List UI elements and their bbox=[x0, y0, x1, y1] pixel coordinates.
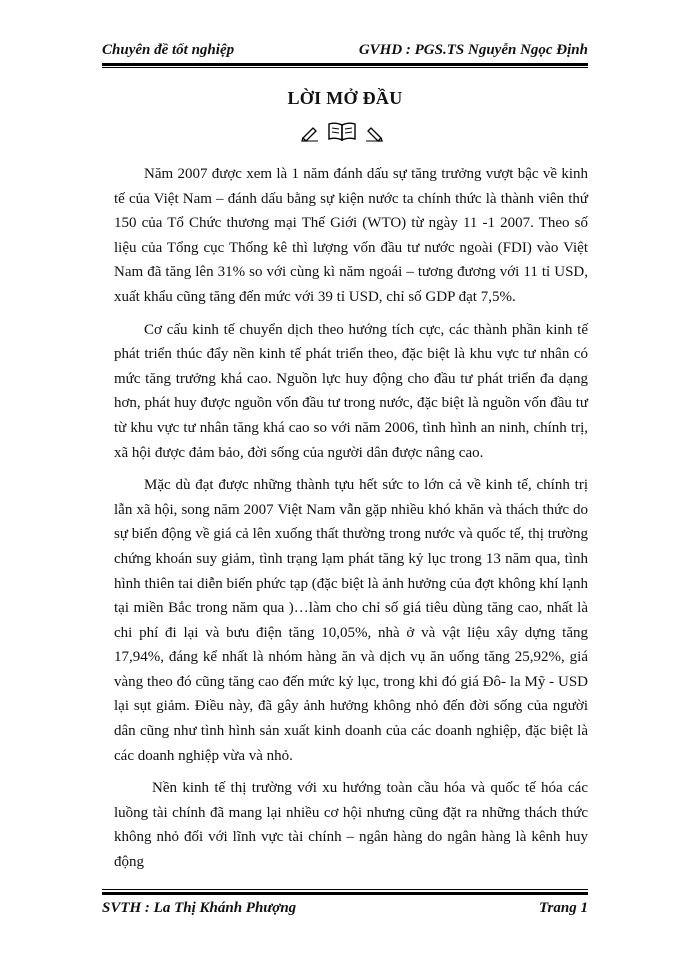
paragraph-3: Mặc dù đạt được những thành tựu hết sức to lớn cả về kinh tế, chính trị lẫn xã hội, song năm 2007 Việt Nam vẫn gặp nhiều khó khăn và thách thức do sự biến động về giá cả lên xuống thất thường trong nước và quốc tế, thị trường chứng khoán suy giảm, tình trạng lạm phát tăng kỷ lục trong 13 năm qua, tình hình thiên tai diễn biến phức tạp (đặc biệt là ảnh hưởng của đợt không khí lạnh tại miền Bắc trong năm qua )…làm cho chỉ số giá tiêu dùng tăng cao, nhất là chi phí đi lại và bưu điện tăng 10,05%, nhà ở và vật liệu xây dựng tăng 17,94%, đáng kể nhất là nhóm hàng ăn và dịch vụ ăn uống tăng 25,92%, giá vàng theo đó cũng tăng cao đến mức kỷ lục, trong khi đó giá Đô- la Mỹ - USD lại sụt giảm. Điều này, đã gây ảnh hưởng không nhỏ đến đời sống của người dân cũng như tình hình sản xuất kinh doanh của các doanh nghiệp, đặc biệt là các doanh nghiệp vừa và nhỏ. bbox=[114, 477, 588, 764]
document-body bbox=[114, 162, 588, 883]
page-header bbox=[102, 40, 588, 64]
header-thesis-label: Chuyên đề tốt nghiệp bbox=[102, 42, 235, 58]
footer-rule-thick bbox=[102, 892, 588, 895]
header-rule-thick bbox=[102, 63, 588, 66]
open-book-icon bbox=[329, 123, 355, 140]
pencil-writing-icon bbox=[366, 128, 382, 141]
page-title: LỜI MỞ ĐẦU bbox=[287, 88, 403, 108]
header-rule-thin bbox=[102, 67, 588, 68]
paragraph-4: Nền kinh tế thị trường với xu hướng toàn cầu hóa và quốc tế hóa các luồng tài chính đã mang lại nhiều cơ hội nhưng cũng đặt ra những thách thức không nhỏ đối với lĩnh vực tài chính – ngân hàng do ngân hàng là kênh huy động bbox=[114, 780, 588, 871]
header-advisor: GVHD : PGS.TS Nguyễn Ngọc Định bbox=[358, 42, 588, 58]
footer-student: SVTH : La Thị Khánh Phượng bbox=[102, 900, 297, 916]
pencil-writing-icon bbox=[302, 128, 318, 141]
paragraph-2: Cơ cấu kinh tế chuyển dịch theo hướng tích cực, các thành phần kinh tế phát triển thúc đẩy nền kinh tế phát triển theo, đặc biệt là khu vực tư nhân có mức tăng trưởng khá cao. Nguồn lực huy động cho đầu tư phát triển đa dạng hơn, phát huy được nguồn vốn đầu tư trong nước, đặc biệt là nguồn vốn đầu tư từ khu vực tư nhân tăng khá cao so với năm 2006, tình hình an ninh, chính trị, xã hội được đảm bảo, đời sống của người dân được nâng cao. bbox=[114, 321, 588, 461]
title-ornament bbox=[300, 120, 386, 142]
page-footer bbox=[102, 898, 588, 922]
page-number: Trang 1 bbox=[538, 900, 588, 916]
footer-rule-thin bbox=[102, 889, 588, 890]
paragraph-1: Năm 2007 được xem là 1 năm đánh dấu sự tăng trưởng vượt bậc về kinh tế của Việt Nam – đánh dấu bằng sự kiện nước ta chính thức là thành viên thứ 150 của Tổ Chức thương mại Thế Giới (WTO) từ ngày 11 -1 2007. Theo số liệu của Tổng cục Thống kê thì lượng vốn đầu tư nước ngoài (FDI) vào Việt Nam đã tăng lên 31% so với cùng kì năm ngoái – tương đương với 11 tỉ USD, xuất khẩu cũng tăng đến mức với 39 tỉ USD, chỉ số GDP đạt 7,5%. bbox=[114, 166, 588, 305]
